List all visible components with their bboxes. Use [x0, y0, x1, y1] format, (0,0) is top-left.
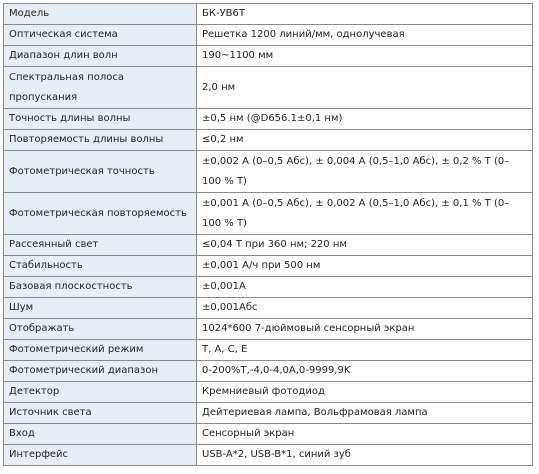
table-row [4, 277, 533, 298]
param-cell: Фотометрическая точность [4, 151, 197, 193]
param-cell: Вход [4, 424, 197, 445]
table-row [4, 361, 533, 382]
specification-table [3, 3, 533, 466]
value-cell: ±0,001 А/ч при 500 нм [197, 256, 533, 277]
value-cell: БК-УВ6Т [197, 4, 533, 25]
value-cell: ≤0,04 T при 360 нм; 220 нм [197, 235, 533, 256]
table-row [4, 25, 533, 46]
table-row [4, 298, 533, 319]
table-row [4, 382, 533, 403]
value-cell: 2,0 нм [197, 67, 533, 109]
value-cell: USB-A*2, USB-B*1, синий зуб [197, 445, 533, 466]
value-cell: ±0,002 A (0–0,5 Абс), ± 0,004 A (0,5–1,0 Абс), ± 0,2 % T (0–100 % T) [197, 151, 533, 193]
value-cell: T, A, C, E [197, 340, 533, 361]
table-row [4, 151, 533, 193]
param-cell: Источник света [4, 403, 197, 424]
table-row [4, 4, 533, 25]
value-cell: 0-200%T,-4,0-4,0A,0-9999,9K [197, 361, 533, 382]
param-cell: Детектор [4, 382, 197, 403]
param-cell: Отображать [4, 319, 197, 340]
value-cell: ±0,001 A (0–0,5 Абс), ± 0,002 A (0,5–1,0 Абс), ± 0,1 % T (0–100 % T) [197, 193, 533, 235]
param-cell: Интерфейс [4, 445, 197, 466]
value-cell: ±0,5 нм (@D656.1±0,1 нм) [197, 109, 533, 130]
table-row [4, 445, 533, 466]
table-row [4, 235, 533, 256]
table-row [4, 256, 533, 277]
table-row [4, 46, 533, 67]
value-cell: Сенсорный экран [197, 424, 533, 445]
table-row [4, 130, 533, 151]
value-cell: 1024*600 7-дюймовый сенсорный экран [197, 319, 533, 340]
table-row [4, 193, 533, 235]
table-row [4, 319, 533, 340]
param-cell: Оптическая система [4, 25, 197, 46]
value-cell: 190~1100 мм [197, 46, 533, 67]
value-cell: ≤0,2 нм [197, 130, 533, 151]
value-cell: Решетка 1200 линий/мм, однолучевая [197, 25, 533, 46]
value-cell: ±0,001Абс [197, 298, 533, 319]
param-cell: Диапазон длин волн [4, 46, 197, 67]
param-cell: Повторяемость длины волны [4, 130, 197, 151]
param-cell: Шум [4, 298, 197, 319]
param-cell: Стабильность [4, 256, 197, 277]
param-cell: Точность длины волны [4, 109, 197, 130]
value-cell: Кремниевый фотодиод [197, 382, 533, 403]
param-cell: Фотометрический диапазон [4, 361, 197, 382]
param-cell: Базовая плоскостность [4, 277, 197, 298]
value-cell: Дейтериевая лампа, Вольфрамовая лампа [197, 403, 533, 424]
param-cell: Модель [4, 4, 197, 25]
table-row [4, 109, 533, 130]
table-row [4, 403, 533, 424]
param-cell: Спектральная полоса пропускания [4, 67, 197, 109]
param-cell: Фотометрическая повторяемость [4, 193, 197, 235]
value-cell: ±0,001A [197, 277, 533, 298]
param-cell: Рассеянный свет [4, 235, 197, 256]
table-row [4, 67, 533, 109]
table-row [4, 340, 533, 361]
table-row [4, 424, 533, 445]
param-cell: Фотометрический режим [4, 340, 197, 361]
